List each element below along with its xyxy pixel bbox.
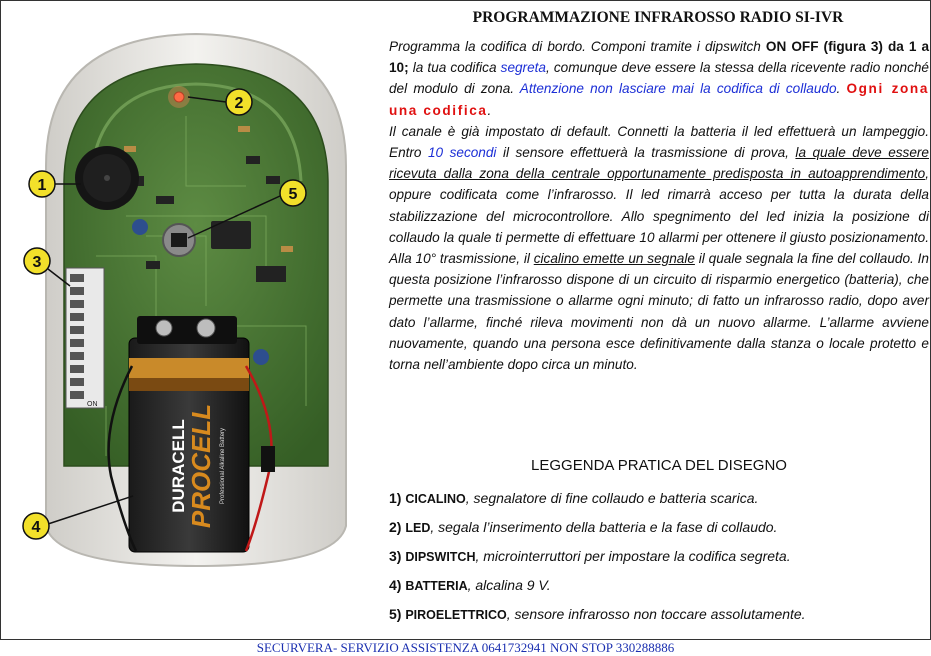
body-range: da 1 a 10; (389, 39, 930, 76)
callout-5 (280, 180, 306, 206)
body-seg-18: il quale segnala la fine del collaudo. In questa posizione l’infrarosso dispone di un circuito di risparmio energetico (batteria), che permette una trasmissione o allarme ogni minuto; di fatto un infrarosso radio, dopo aver dato l’allarme, finché rileva movimenti non dà un nuovo allarme. L’allarme avviene nuovamente, quando una persona esce definitivamente dalla stanza o locale protetto e torna nell’ambiente dopo circa un minuto. (389, 251, 929, 373)
legend-desc: , sensore infrarosso non toccare assolutamente. (506, 606, 806, 622)
body-seg-11: . (487, 102, 492, 118)
body-buzzer-signal: cicalino emette un segnale (533, 251, 695, 267)
body-seg-14: il sensore effettuerà la trasmissione di prova, (496, 145, 796, 161)
body-figure-ref: (figura 3) (818, 39, 883, 54)
page-title: PROGRAMMAZIONE INFRAROSSO RADIO SI-IVR (472, 9, 844, 26)
body-seg-12: Il canale è già impostato di default. Connetti la batteria il led effettuerà un lampeggio. Entro (389, 123, 929, 161)
legend-name: BATTERIA (405, 579, 468, 593)
callout-3 (24, 248, 50, 274)
instructions-text (389, 36, 929, 375)
body-seg-5: la tua codifica (408, 60, 501, 76)
legend-item-piroelettrico (389, 600, 929, 629)
dip-on-label: ON (87, 401, 98, 408)
battery-brand: DURACELL (169, 419, 188, 513)
body-on-off: ON OFF (765, 39, 819, 54)
callout-5-label: 5 (288, 186, 298, 203)
callout-1 (29, 171, 55, 197)
legend-item-dipswitch (389, 542, 929, 571)
callout-2-label: 2 (234, 95, 244, 112)
legend-desc: , microinterruttori per impostare la codifica segreta. (475, 548, 791, 564)
legend-name: LED (405, 521, 431, 535)
battery-sub: Professional Alkaline Battery (220, 427, 226, 505)
legend-desc: , segnalatore di fine collaudo e batteria scarica. (465, 490, 759, 506)
callout-3-label: 3 (32, 254, 42, 271)
body-seg-9: . (836, 81, 847, 97)
legend-item-cicalino (389, 484, 929, 513)
body-seg-16: , oppure codificata come l’infrarosso. Il led rimarrà acceso per tutta la durata della stabilizzazione del microcontrollore. Allo spegnimento del led inizia la posizione di collaudo la quale ti permette di effettuare 10 allarmi per ottenere il giusto posizionamento. Alla 10° trasmissione, il (389, 166, 929, 267)
body-segreta: segreta (500, 60, 546, 76)
legend-desc: , segala l’inserimento della batteria e la fase di collaudo. (430, 519, 778, 535)
callout-2 (226, 89, 252, 115)
callout-1-label: 1 (37, 177, 47, 194)
callout-4-label: 4 (31, 519, 41, 536)
legend-num: 3) (389, 548, 402, 564)
body-seg-7: , comunque deve essere la stessa della ricevente radio nonché del modulo di zona. (389, 60, 929, 97)
legend-item-led (389, 513, 929, 542)
legend-name: CICALINO (405, 492, 466, 506)
legend-title: LEGGENDA PRATICA DEL DISEGNO (531, 457, 787, 474)
body-warning: Attenzione non lasciare mai la codifica di collaudo (519, 81, 837, 97)
device-photo (6, 6, 378, 626)
legend-name: PIROELETTRICO (405, 608, 507, 622)
body-one-zone: Ogni zona una codifica (389, 81, 929, 118)
legend-desc: , alcalina 9 V. (467, 577, 551, 593)
body-received-zone: la quale deve essere ricevuta dalla zona della centrale opportunamente predisposta in autoapprendimento (389, 145, 929, 182)
footer-contact: SECURVERA- SERVIZIO ASSISTENZA 0641732941 NON STOP 330288886 (256, 640, 675, 655)
body-seg-1: Programma la codifica di bordo. Componi tramite i dipswitch (389, 39, 766, 54)
legend-num: 2) (389, 519, 402, 535)
legend-num: 4) (389, 577, 402, 593)
callout-4 (23, 513, 49, 539)
legend-num: 5) (389, 606, 402, 622)
body-10-seconds: 10 secondi (427, 145, 497, 161)
legend-item-batteria (389, 571, 929, 600)
legend-num: 1) (389, 490, 402, 506)
legend-list (389, 484, 929, 629)
battery-line: PROCELL (186, 403, 216, 529)
legend-name: DIPSWITCH (405, 550, 476, 564)
